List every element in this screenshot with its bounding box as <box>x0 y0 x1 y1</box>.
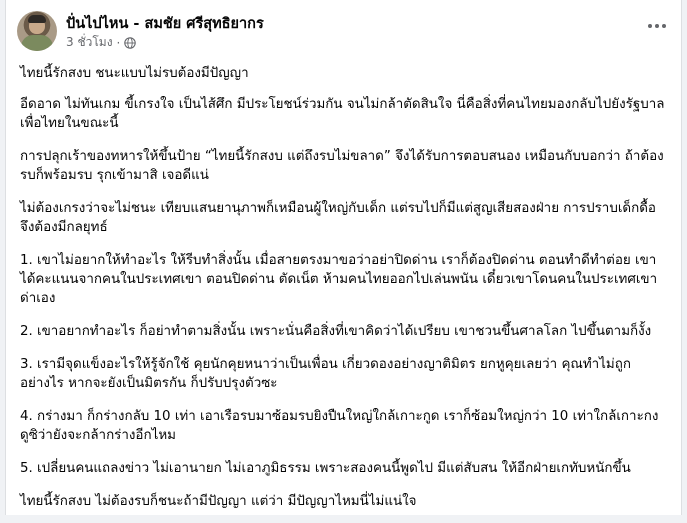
globe-icon[interactable] <box>124 37 136 49</box>
post-paragraph: ไม่ต้องเกรงว่าจะไม่ชนะ เทียบแสนยานุภาพก็เหมือนผู้ใหญ่กับเด็ก แต่รบไปก็มีแต่สูญเสียสองฝ่าย การปราบเด็กดื้อจึงต้องมีกลยุทธ์ <box>20 201 656 235</box>
post-meta: 3 ชั่วโมง · <box>66 33 136 52</box>
post-paragraph: 2. เขาอยากทำอะไร ก็อย่าทำตามสิ่งนั้น เพราะนั่นคือสิ่งที่เขาคิดว่าได้เปรียบ เขาชวนขึ้นศาลโลก ไปขึ้นตามก็งั้ง <box>20 324 652 339</box>
more-options-icon[interactable] <box>645 18 669 34</box>
post-card <box>5 0 682 515</box>
post-body <box>20 64 670 523</box>
author-name[interactable]: ปั่นไปไหน - สมชัย ศรีสุทธิยากร <box>66 16 264 32</box>
post-paragraph: 5. เปลี่ยนคนแถลงข่าว ไม่เอานายก ไม่เอาภูมิธรรม เพราะสองคนนี้พูดไป มีแต่สับสน ให้อีกฝ่ายเกทับหนักขึ้น <box>20 461 631 476</box>
post-paragraph: 1. เขาไม่อยากให้ทำอะไร ให้รีบทำสิ่งนั้น เมื่อสายตรงมาขอว่าอย่าปิดด่าน เราก็ต้องปิดด่าน ตอนทำดีทำต่อย เขาได้คะแนนจากคนในประเทศเขา ตอนปิดด่าน ตัดเน็ต ห้ามคนไทยออกไปเล่นพนัน เดี๋ยวเขาโดนคนในประเทศเขาด่าเอง <box>20 253 658 306</box>
post-paragraph: อีดอาด ไม่ทันเกม ขี้เกรงใจ เป็นไส้ศึก มีประโยชน์ร่วมกัน จนไม่กล้าตัดสินใจ นี่คือสิ่งที่คนไทยมองกลับไปยังรัฐบาลเพื่อไทยในขณะนี้ <box>20 97 665 131</box>
post-header <box>6 0 681 58</box>
post-paragraph: การปลุกเร้าของทหารให้ขึ้นป้าย “ไทยนี้รักสงบ แต่ถึงรบไม่ขลาด” จึงได้รับการตอบสนอง เหมือนกับบอกว่า ถ้าต้องรบก็พร้อมรบ รุกเข้ามาสิ เจอดีแน่ <box>20 149 664 183</box>
post-paragraph: ไทยนี้รักสงบ ชนะแบบไม่รบต้องมีปัญญา <box>20 66 249 81</box>
post-paragraph: 4. กร่างมา ก็กร่างกลับ 10 เท่า เอาเรือรบมาซ้อมรบยิงปืนใหญ่ใกล้เกาะกูด เราก็ซ้อมใหญ่กว่า 10 เท่าใกล้เกาะกง ดูซิว่ายังจะกล้ากร่างอีกไหม <box>20 409 659 443</box>
post-paragraph: 3. เรามีจุดแข็งอะไรให้รู้จักใช้ คุยนักคุยหนาว่าเป็นเพื่อน เกี่ยวดองอย่างญาติมิตร ยกหูคุยเลยว่า คุณทำไม่ถูกอย่างไร หากจะยังเป็นมิตรกัน ก็ปรับปรุงตัวซะ <box>20 357 631 391</box>
post-paragraph: ไทยนี้รักสงบ ไม่ต้องรบก็ชนะถ้ามีปัญญา แต่ว่า มีปัญญาไหมนี่ไม่แน่ใจ <box>20 494 417 509</box>
author-avatar[interactable] <box>17 11 57 51</box>
post-time[interactable]: 3 ชั่วโมง <box>66 35 113 49</box>
